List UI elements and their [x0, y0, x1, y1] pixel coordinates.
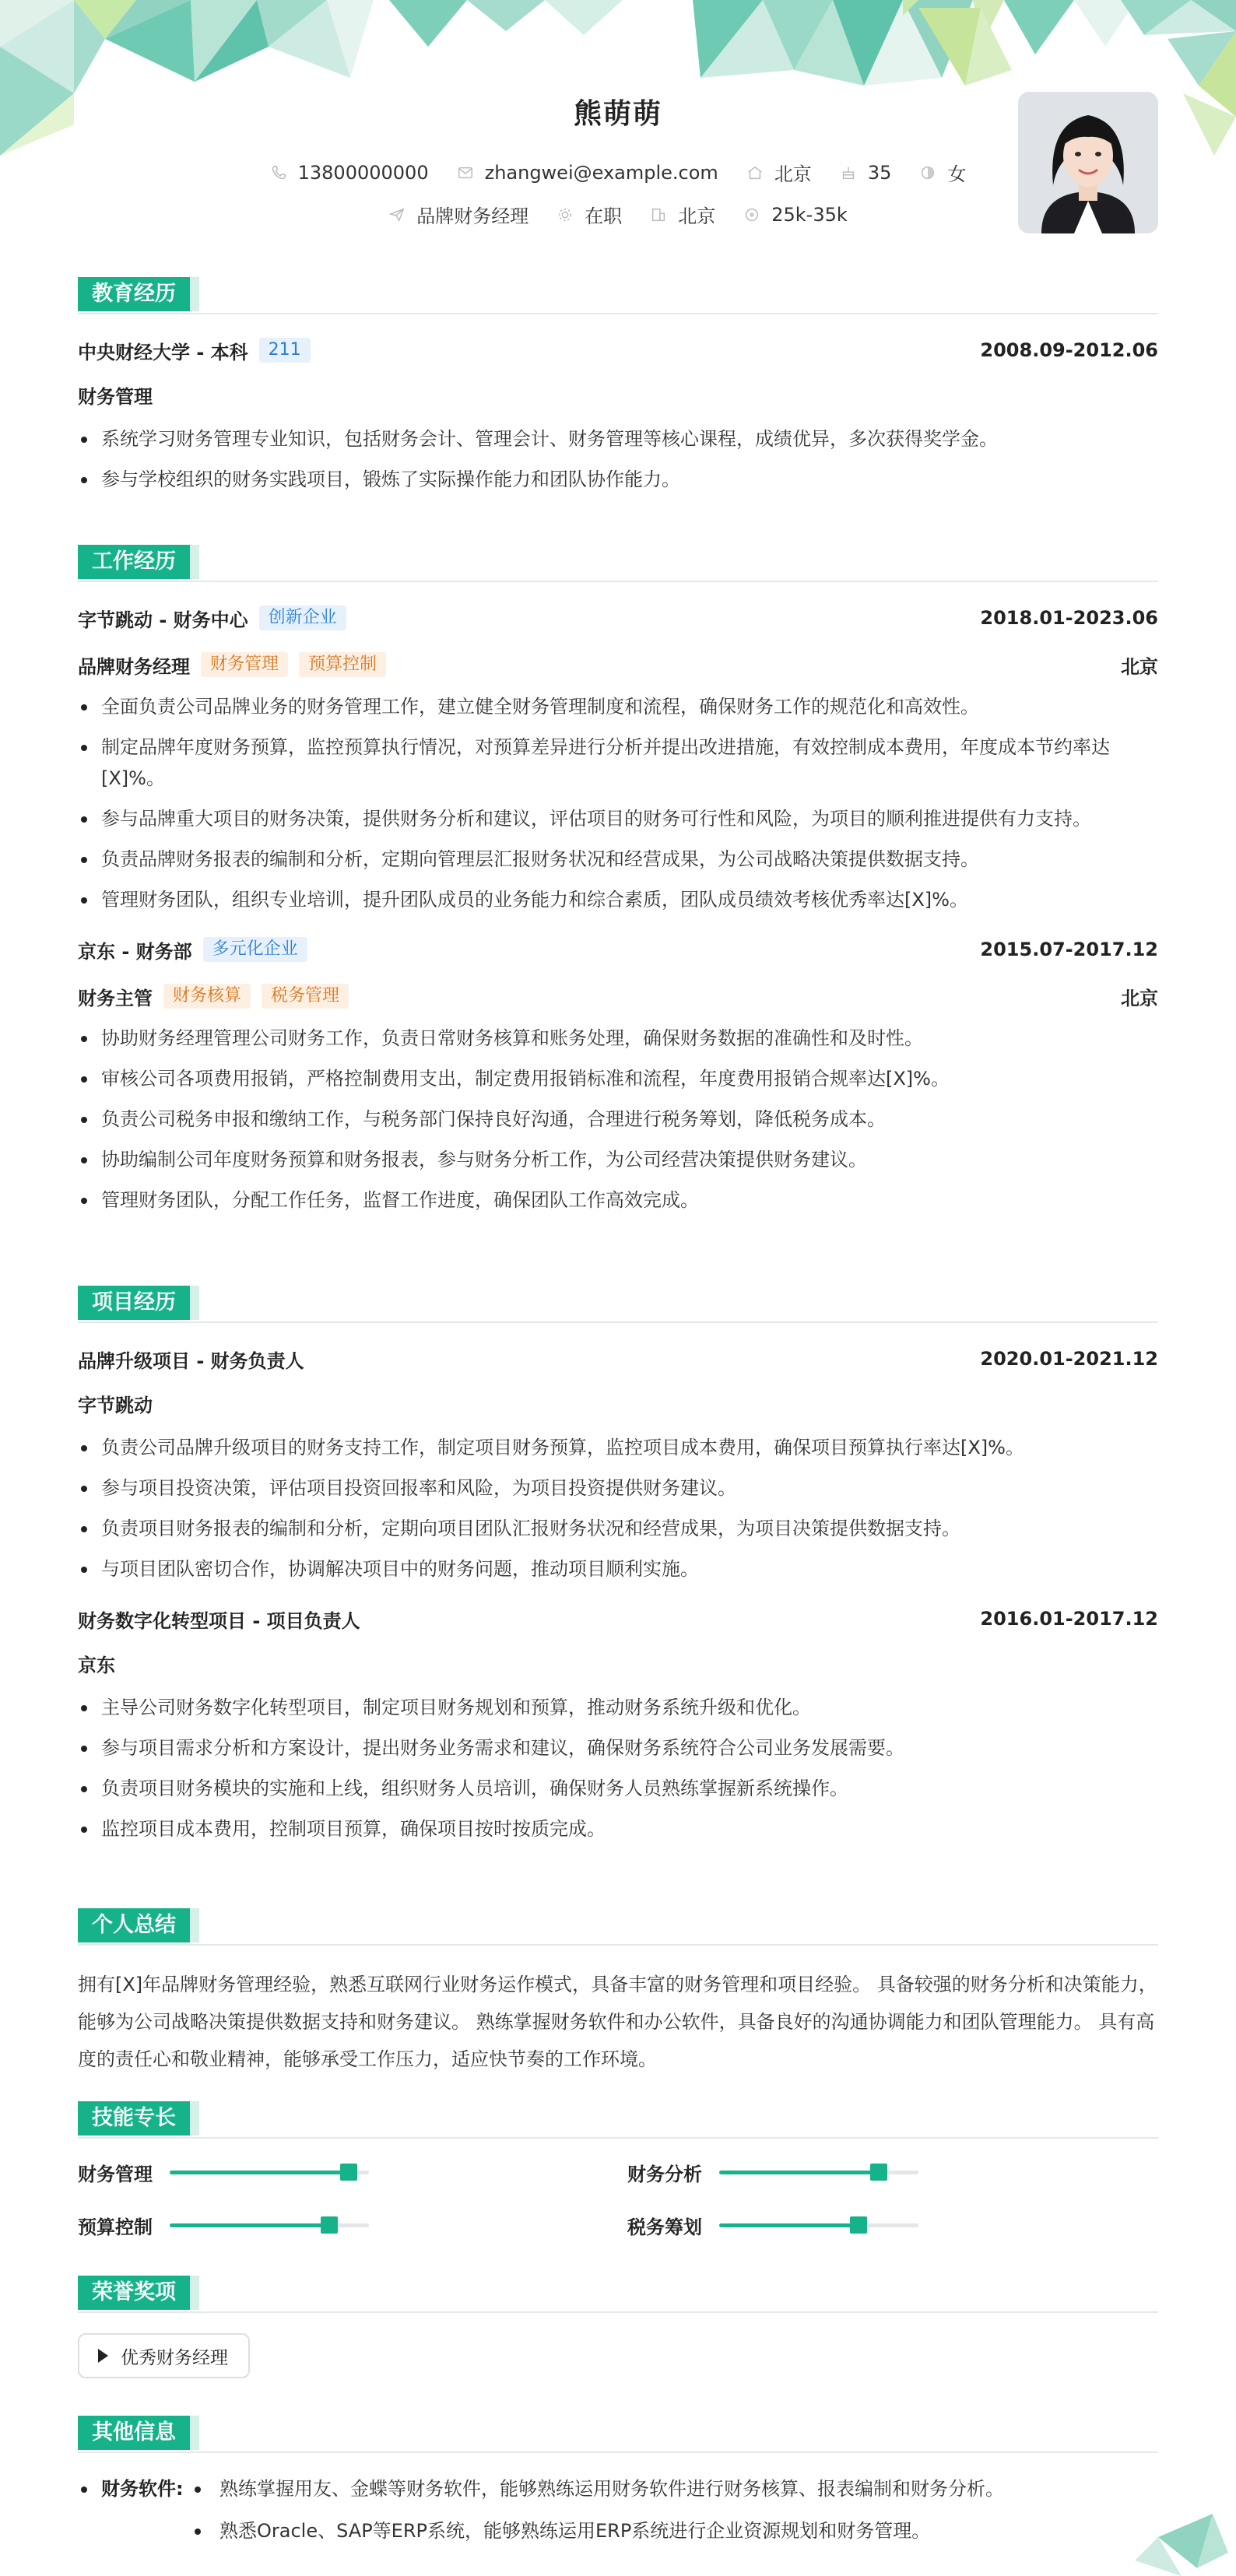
other-info-list	[191, 2473, 1157, 2557]
portrait-photo-icon	[1018, 92, 1158, 233]
awards-section	[78, 2276, 1158, 2378]
email-text: zhangwei@example.com	[484, 161, 718, 184]
list-item: 管理财务团队，分配工作任务，监督工作进度，确保团队工作高效完成。	[78, 1184, 1158, 1216]
list-item: 负责品牌财务报表的编制和分析，定期向管理层汇报财务状况和经营成果，为公司战略决策提供数据支持。	[78, 844, 1158, 875]
skill-bar-knob	[850, 2216, 867, 2234]
skill-bar	[719, 2223, 918, 2227]
other-section	[78, 2416, 1158, 2542]
gender-icon	[919, 164, 936, 181]
education-bullets	[78, 423, 1158, 495]
job-city: 北京	[1121, 987, 1158, 1009]
skill-bar	[170, 2171, 369, 2174]
project-entry	[78, 1603, 1158, 1844]
list-item: 参与学校组织的财务实践项目，锻炼了实际操作能力和团队协作能力。	[78, 464, 1158, 495]
other-section-title: 其他信息	[78, 2416, 190, 2450]
skill-name: 财务管理	[78, 2164, 153, 2185]
award-name: 优秀财务经理	[121, 2347, 228, 2368]
project-name: 品牌升级项目 - 财务负责人	[78, 1349, 304, 1372]
award-item	[78, 2333, 250, 2378]
section-divider	[78, 2311, 1158, 2313]
skill-bar	[719, 2171, 918, 2174]
project-header	[78, 1603, 1158, 1634]
skills-section-header	[78, 2101, 1158, 2136]
skill-tag: 财务管理	[201, 652, 288, 677]
gear-icon	[557, 206, 574, 223]
summary-text: 拥有[X]年品牌财务管理经验，熟悉互联网行业财务运作模式，具备丰富的财务管理和项目经验。 具备较强的财务分析和决策能力，能够为公司战略决策提供数据支持和财务建议。 熟练掌握财务软件和办公软件，具备良好的沟通协调能力和团队管理能力。 具有高度的责任心和敬业精神，能够承受工作压力，适应快节奏的工作环境。	[78, 1974, 1157, 2070]
list-item: 主导公司财务数字化转型项目，制定项目财务规划和预算，推动财务系统升级和优化。	[78, 1692, 1158, 1723]
age-text: 35	[867, 161, 892, 184]
school-badge: 211	[259, 338, 311, 363]
job-position: 财务主管	[78, 987, 153, 1009]
target-city-text: 北京	[678, 205, 716, 227]
skill-bar-fill	[170, 2223, 329, 2227]
home-icon	[746, 164, 764, 181]
gender-info	[919, 159, 966, 186]
skills-section-title: 技能专长	[78, 2101, 190, 2136]
list-item: 与项目团队密切合作，协调解决项目中的财务问题，推动项目顺利实施。	[78, 1553, 1158, 1585]
list-item: 全面负责公司品牌业务的财务管理工作，建立健全财务管理制度和流程，确保财务工作的规范化和高效性。	[78, 691, 1158, 722]
job-position: 品牌财务经理	[78, 655, 190, 678]
project-name: 财务数字化转型项目 - 项目负责人	[78, 1609, 360, 1632]
list-item: 系统学习财务管理专业知识，包括财务会计、管理会计、财务管理等核心课程，成绩优异，多次获得奖学金。	[78, 423, 1158, 454]
paper-plane-icon	[388, 206, 406, 223]
skill-name: 预算控制	[78, 2216, 153, 2238]
target-job-info	[388, 201, 528, 228]
resume-page	[78, 0, 1158, 2542]
email-info	[457, 162, 718, 184]
section-divider	[78, 2451, 1158, 2453]
job-bullets	[78, 691, 1158, 915]
target-job-text: 品牌财务经理	[416, 205, 529, 227]
skill-bar-fill	[170, 2171, 349, 2174]
job-bullets	[78, 1023, 1158, 1216]
play-triangle-icon	[98, 2349, 108, 2363]
education-section	[78, 277, 1158, 504]
age-info	[840, 162, 892, 184]
education-section-header	[78, 277, 1158, 311]
company-tag: 多元化企业	[203, 937, 307, 962]
summary-section-title: 个人总结	[78, 1908, 190, 1943]
skill-name: 税务筹划	[627, 2216, 702, 2238]
list-item: 负责项目财务报表的编制和分析，定期向项目团队汇报财务状况和经营成果，为项目决策提供数据支持。	[78, 1513, 1158, 1544]
list-item: 负责项目财务模块的实施和上线，组织财务人员培训，确保财务人员熟练掌握新系统操作。	[78, 1773, 1158, 1804]
skills-section	[78, 2101, 1158, 2268]
skill-item	[78, 2212, 369, 2239]
company-name: 字节跳动 - 财务中心	[78, 609, 248, 631]
project-bullets	[78, 1432, 1158, 1585]
work-section-header	[78, 545, 1158, 579]
section-divider	[78, 581, 1158, 582]
coin-icon	[743, 206, 760, 223]
mail-icon	[457, 164, 474, 181]
building-icon	[650, 206, 667, 223]
list-item: 负责公司税务申报和缴纳工作，与税务部门保持良好沟通，合理进行税务筹划，降低税务成本。	[78, 1104, 1158, 1135]
work-section-title: 工作经历	[78, 545, 190, 579]
phone-info	[270, 162, 429, 184]
skill-tag: 财务核算	[163, 984, 251, 1009]
education-entry-header	[78, 335, 1158, 366]
job-period: 2015.07-2017.12	[980, 939, 1158, 960]
projects-section-title: 项目经历	[78, 1286, 190, 1320]
phone-text: 13800000000	[297, 161, 429, 184]
contact-info-row	[78, 159, 1158, 186]
education-period: 2008.09-2012.06	[980, 339, 1158, 361]
list-item: 参与项目需求分析和方案设计，提出财务业务需求和建议，确保财务系统符合公司业务发展需要。	[78, 1732, 1158, 1764]
skill-tag: 税务管理	[262, 984, 349, 1009]
projects-section-header	[78, 1286, 1158, 1320]
summary-section	[78, 1908, 1158, 2078]
target-city-info	[650, 201, 715, 228]
job-company-row	[78, 934, 1158, 965]
section-divider	[78, 1321, 1158, 1323]
list-item: 协助编制公司年度财务预算和财务报表，参与财务分析工作，为公司经营决策提供财务建议。	[78, 1144, 1158, 1175]
phone-icon	[270, 164, 287, 181]
list-item: 审核公司各项费用报销，严格控制费用支出，制定费用报销标准和流程，年度费用报销合规率达[X]%。	[78, 1063, 1158, 1094]
list-item: 参与项目投资决策，评估项目投资回报率和风险，为项目投资提供财务建议。	[78, 1472, 1158, 1504]
project-period: 2016.01-2017.12	[980, 1608, 1158, 1630]
job-entry	[78, 602, 1158, 915]
section-divider	[78, 1944, 1158, 1946]
salary-text: 25k-35k	[771, 203, 848, 226]
job-entry	[78, 934, 1158, 1216]
project-org: 京东	[78, 1655, 115, 1676]
job-position-row	[78, 981, 1158, 1012]
job-city: 北京	[1121, 655, 1158, 678]
education-major: 财务管理	[78, 386, 153, 408]
section-divider	[78, 313, 1158, 314]
job-company-row	[78, 602, 1158, 633]
company-tag: 创新企业	[259, 605, 346, 630]
skill-bar-fill	[719, 2171, 879, 2174]
skill-item	[78, 2159, 369, 2186]
projects-section	[78, 1286, 1158, 1854]
location-info	[746, 159, 812, 186]
skill-bar-knob	[321, 2216, 338, 2234]
skill-tag: 预算控制	[299, 652, 386, 677]
cake-icon	[840, 164, 857, 181]
company-name: 京东 - 财务部	[78, 940, 192, 963]
project-period: 2020.01-2021.12	[980, 1348, 1158, 1370]
list-item: 监控项目成本费用，控制项目预算，确保项目按时按质完成。	[78, 1813, 1158, 1844]
project-org: 字节跳动	[78, 1395, 153, 1416]
skill-bar-knob	[340, 2164, 357, 2181]
skill-name: 财务分析	[627, 2164, 702, 2185]
other-section-header	[78, 2416, 1158, 2450]
resume-header	[78, 0, 1158, 257]
awards-section-header	[78, 2276, 1158, 2310]
status-text: 在职	[585, 205, 623, 227]
avatar	[1018, 92, 1158, 233]
list-item: 管理财务团队，组织专业培训，提升团队成员的业务能力和综合素质，团队成员绩效考核优秀率达[X]%。	[78, 884, 1158, 915]
project-entry	[78, 1343, 1158, 1585]
skill-item	[627, 2212, 918, 2239]
education-section-title: 教育经历	[78, 277, 190, 311]
gender-text: 女	[947, 163, 967, 185]
salary-info	[743, 204, 848, 226]
awards-section-title: 荣誉奖项	[78, 2276, 190, 2310]
section-divider	[78, 2137, 1158, 2139]
job-position-row	[78, 649, 1158, 680]
project-bullets	[78, 1692, 1158, 1844]
skill-item	[627, 2159, 918, 2186]
list-item: 熟练掌握用友、金蝶等财务软件，能够熟练运用财务软件进行财务核算、报表编制和财务分析。	[191, 2473, 1157, 2504]
list-item: 参与品牌重大项目的财务决策，提供财务分析和建议，评估项目的财务可行性和风险，为项目的顺利推进提供有力支持。	[78, 803, 1158, 834]
skill-bar	[170, 2223, 369, 2227]
skills-grid	[78, 2159, 1158, 2268]
list-item: 熟悉Oracle、SAP等ERP系统，能够熟练运用ERP系统进行企业资源规划和财务管理。	[191, 2515, 1157, 2546]
project-header	[78, 1343, 1158, 1374]
summary-section-header	[78, 1908, 1158, 1943]
job-intent-row	[78, 201, 1158, 228]
status-info	[557, 201, 622, 228]
school-name: 中央财经大学 - 本科	[78, 341, 248, 363]
skill-bar-fill	[719, 2223, 859, 2227]
skill-bar-knob	[870, 2164, 887, 2181]
list-item: 协助财务经理管理公司财务工作，负责日常财务核算和账务处理，确保财务数据的准确性和及时性。	[78, 1023, 1158, 1054]
list-item: 负责公司品牌升级项目的财务支持工作，制定项目财务预算，监控项目成本费用，确保项目预算执行率达[X]%。	[78, 1432, 1158, 1463]
other-info-label: 财务软件:	[78, 2473, 184, 2504]
job-period: 2018.01-2023.06	[980, 607, 1158, 629]
list-item: 制定品牌年度财务预算，监控预算执行情况，对预算差异进行分析并提出改进措施，有效控制成本费用，年度成本节约率达[X]%。	[78, 732, 1158, 794]
location-text: 北京	[774, 163, 812, 185]
candidate-name: 熊萌萌	[573, 98, 662, 130]
work-section	[78, 545, 1158, 1225]
